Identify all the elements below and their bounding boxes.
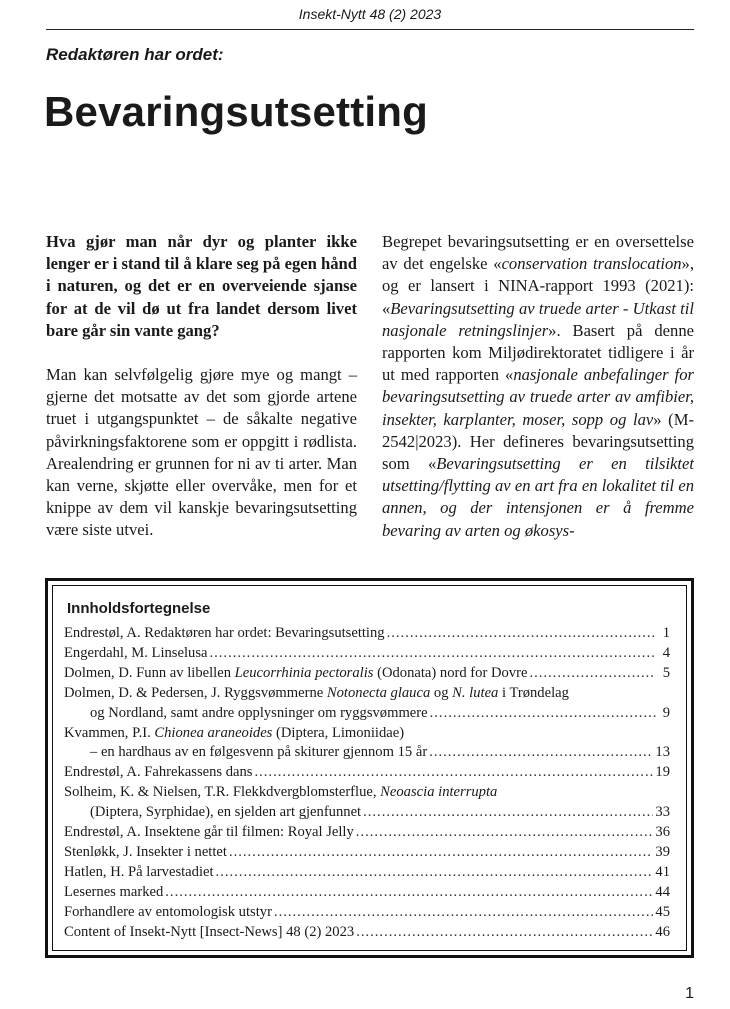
text-run: ». Basert på denne rapporten kom Miljødirektoratet tidligere i år ut med rapporten «: [382, 320, 694, 385]
toc-page-number: 41: [655, 863, 670, 880]
toc-entry-title: [64, 863, 214, 883]
toc-dot-leader: [356, 823, 654, 843]
toc-entry: [64, 684, 670, 704]
toc-dot-leader: [356, 923, 653, 943]
toc-entry-title: [64, 743, 427, 763]
toc-dot-leader: [429, 743, 653, 763]
toc-page-number: 1: [662, 625, 670, 641]
toc-entry: [64, 743, 670, 763]
toc-entry: [64, 624, 670, 644]
toc-text-run: (Diptera, Limoniidae): [272, 724, 405, 741]
toc-text-run: Content of Insekt-Nytt [Insect-News] 48 (2) 2023: [64, 923, 355, 940]
toc-page-number: 36: [655, 824, 670, 841]
toc-entry: [64, 883, 670, 903]
toc-entry-title: [64, 624, 385, 644]
toc-dot-leader: [274, 903, 653, 923]
toc-page-number: 45: [655, 903, 670, 920]
toc-text-run: Endrestøl, A. Fahrekassens dans: [64, 764, 253, 781]
toc-entry-title: [64, 724, 404, 744]
toc-dot-leader: [229, 843, 653, 863]
toc-text-run: Stenløkk, J. Insekter i nettet: [64, 843, 227, 860]
toc-dot-leader: [387, 624, 656, 644]
text-run: » (M-2542|2023). Her defineres bevaringsutsetting som «: [382, 409, 694, 474]
toc-dot-leader: [529, 664, 656, 684]
toc-inner-frame: [52, 585, 687, 951]
running-head: Insekt-Nytt 48 (2) 2023: [298, 6, 442, 22]
toc-entry-title: [64, 664, 527, 684]
toc-text-run: (Diptera, Syrphidae), en sjelden art gjenfunnet: [90, 804, 362, 821]
text-run: », og er lansert i NINA-rapport 1993 (2021): «: [382, 254, 694, 318]
toc-italic-run: N. lutea: [452, 684, 499, 701]
toc-text-run: Dolmen, D. Funn av libellen: [64, 664, 235, 681]
lead-paragraph: Hva gjør man når dyr og planter ikke lenger er i stand til å klare seg på egen hånd i naturen, og det er en overveiende sjanse for at de vil dø ut fra landet dersom livet bare går sin vante gang?: [46, 232, 357, 340]
toc-dot-leader: [430, 704, 656, 724]
toc-entry: [64, 724, 670, 744]
toc-page-number: 4: [662, 644, 670, 661]
toc-text-run: Kvammen, P.I.: [64, 724, 155, 741]
toc-text-run: og: [430, 684, 453, 701]
toc-text-run: i Trøndelag: [498, 684, 569, 701]
toc-italic-run: Chionea araneoides: [154, 724, 273, 741]
toc-entry: [64, 823, 670, 843]
toc-page-number: 13: [655, 744, 670, 761]
italic-run: nasjonale anbefalinger for bevaringsutsetting av truede arter av amfibier, insekter, karplanter, moser, sopp og lav: [382, 365, 694, 429]
toc-entry-title: [64, 843, 227, 863]
toc-text-run: og Nordland, samt andre opplysninger om ryggsvømmere: [90, 704, 428, 721]
italic-run: Bevaringsutsetting av truede arter - Utkast til nasjonale retningslinjer: [382, 298, 694, 340]
toc-entry: [64, 843, 670, 863]
toc-text-run: Endrestøl, A. Insektene går til filmen: Royal Jelly: [64, 824, 354, 841]
toc-page-number: 5: [662, 664, 670, 681]
article-title: Bevaringsutsetting: [44, 88, 428, 135]
toc-heading: Innholdsfortegnelse: [67, 600, 211, 617]
toc-dot-leader: [254, 763, 653, 783]
toc-page-number: 46: [655, 923, 670, 940]
toc-page-number: 33: [655, 804, 670, 821]
toc-entry: [64, 664, 670, 684]
toc-text-run: Engerdahl, M. Linselusa: [64, 644, 208, 661]
toc-entry: [64, 923, 670, 943]
toc-list: [64, 624, 670, 943]
left-column: [46, 231, 357, 542]
table-of-contents: [45, 578, 694, 958]
toc-entry-title: [64, 704, 428, 724]
toc-text-run: Dolmen, D. & Pedersen, J. Ryggsvømmerne: [64, 684, 327, 701]
toc-italic-run: Notonecta glauca: [326, 684, 431, 701]
text-run: Begrepet bevaringsutsetting er en oversettelse av det engelske «: [382, 232, 694, 274]
toc-page-number: 44: [655, 883, 670, 900]
toc-text-run: (Odonata) nord for Dovre: [373, 664, 528, 681]
toc-dot-leader: [363, 803, 653, 823]
toc-entry: [64, 783, 670, 803]
toc-entry-title: [64, 883, 163, 903]
body-paragraph-left: Man kan selvfølgelig gjøre mye og mangt – gjerne det motsatte av det som gjorde artene truet i utgangspunktet – de såkalte negative påvirkningsfaktorene som er oppgitt i rødlista. Arealendring er grunnen for ni av ti arter. Man kan verne, skjøtte eller overvåke, men for et knippe av dem vil kanskje bevaringsutsetting være siste utvei.: [46, 365, 357, 540]
toc-text-run: – en hardhaus av en følgesvenn på skiturer gjennom 15 år: [90, 744, 428, 761]
toc-entry-title: [64, 823, 354, 843]
toc-entry: [64, 803, 670, 823]
toc-dot-leader: [209, 644, 656, 664]
toc-dot-leader: [216, 863, 654, 883]
toc-entry: [64, 644, 670, 664]
toc-text-run: Forhandlere av entomologisk utstyr: [64, 903, 272, 920]
italic-run: conservation translocation: [501, 254, 682, 274]
right-column: [382, 231, 694, 565]
article-kicker: Redaktøren har ordet:: [46, 45, 224, 64]
toc-page-number: 19: [655, 764, 670, 781]
toc-italic-run: Neoascia interrupta: [380, 784, 498, 801]
toc-entry-title: [64, 644, 207, 664]
page-number: 1: [685, 985, 694, 1002]
toc-entry: [64, 863, 670, 883]
toc-entry-title: [64, 923, 354, 943]
toc-page-number: 39: [655, 843, 670, 860]
toc-page-number: 9: [662, 704, 670, 721]
toc-entry: [64, 763, 670, 783]
toc-entry: [64, 704, 670, 724]
toc-entry-title: [64, 803, 361, 823]
toc-text-run: Solheim, K. & Nielsen, T.R. Flekkdvergblomsterflue,: [64, 784, 381, 801]
toc-dot-leader: [165, 883, 653, 903]
toc-entry-title: [64, 684, 569, 704]
toc-text-run: Lesernes marked: [64, 883, 164, 900]
toc-entry: [64, 903, 670, 923]
toc-entry-title: [64, 903, 272, 923]
italic-run: Bevaringsutsetting er en tilsiktet utsetting/flytting av en art fra en lokalitet til en annen, og der intensjonen er å fremme bevaring av arten og økosys-: [382, 454, 694, 540]
toc-entry-title: [64, 783, 497, 803]
header-rule: [46, 29, 694, 30]
toc-italic-run: Leucorrhinia pectoralis: [234, 664, 374, 681]
toc-entry-title: [64, 763, 252, 783]
toc-text-run: Hatlen, H. På larvestadiet: [64, 863, 214, 880]
toc-text-run: Endrestøl, A. Redaktøren har ordet: Bevaringsutsetting: [64, 625, 385, 641]
body-paragraph-right: [382, 231, 694, 542]
